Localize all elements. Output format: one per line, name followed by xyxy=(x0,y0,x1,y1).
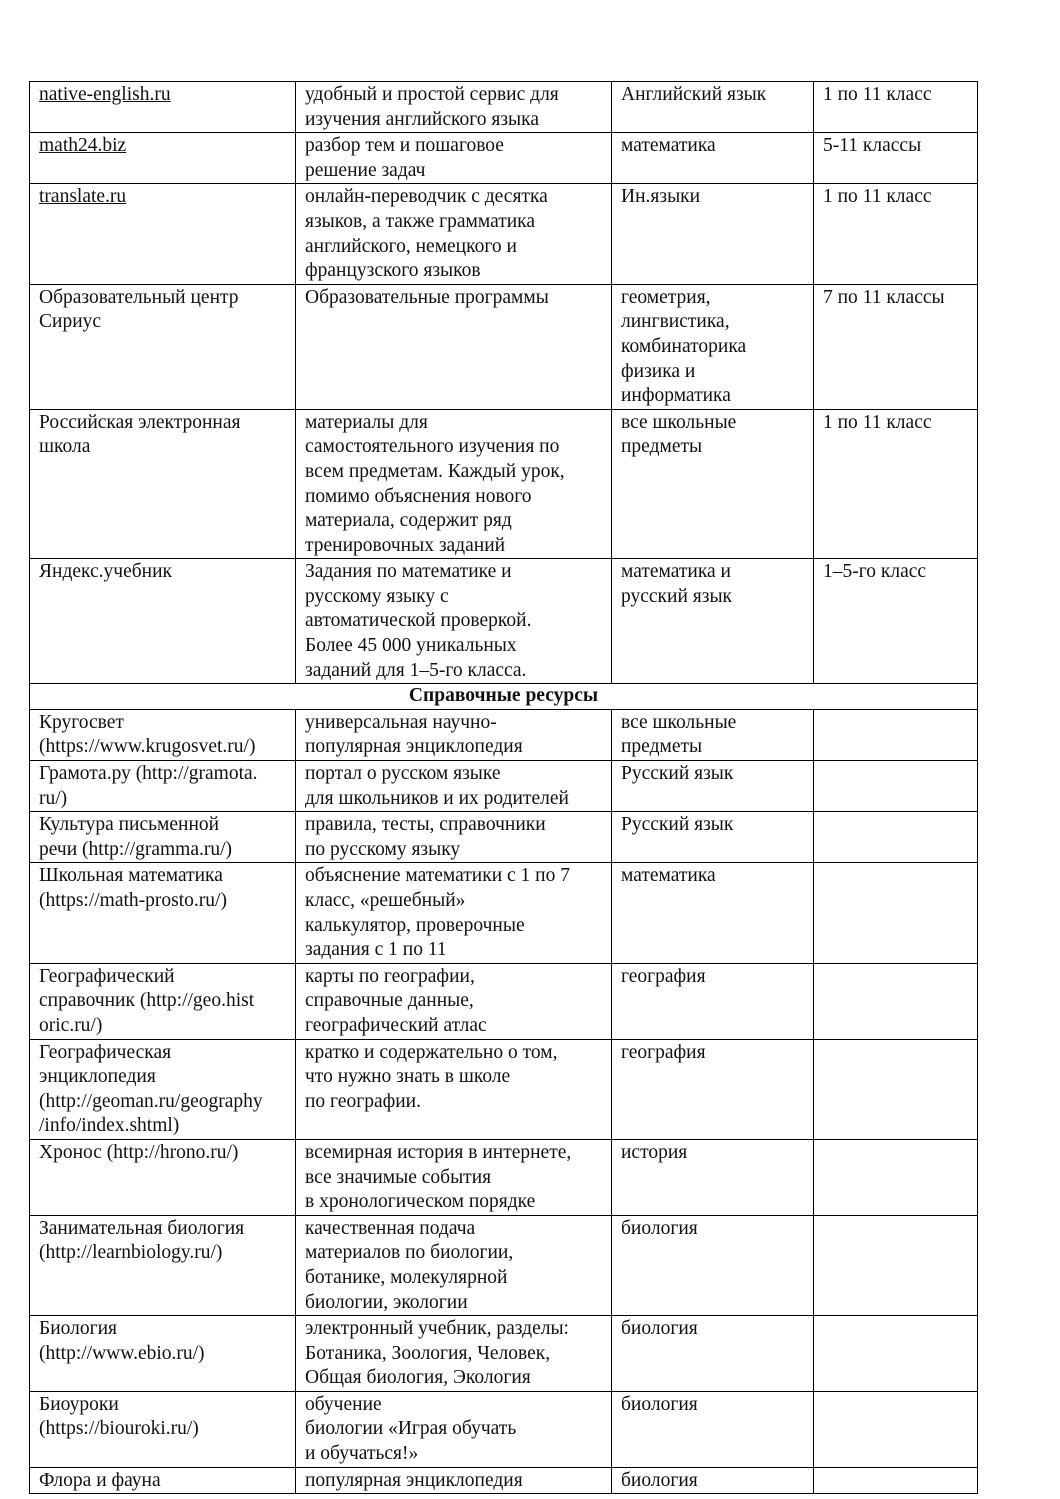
table-row xyxy=(30,82,978,133)
site-cell: Школьная математика (https://math-prosto.ru/) xyxy=(30,863,296,963)
description-cell: правила, тесты, справочники по русскому языку xyxy=(296,812,612,863)
grade-cell xyxy=(814,812,978,863)
description-cell: онлайн-переводчик с десятка языков, а также грамматика английского, немецкого и французского языков xyxy=(296,184,612,284)
grade-cell xyxy=(814,709,978,760)
description-cell: универсальная научно- популярная энциклопедия xyxy=(296,709,612,760)
site-cell: Кругосвет (https://www.krugosvet.ru/) xyxy=(30,709,296,760)
grade-cell xyxy=(814,1139,978,1215)
grade-cell xyxy=(814,863,978,963)
site-cell: Биология (http://www.ebio.ru/) xyxy=(30,1316,296,1392)
site-cell: Яндекс.учебник xyxy=(30,559,296,684)
table-row xyxy=(30,1316,978,1392)
grade-cell: 1 по 11 класс xyxy=(814,82,978,133)
site-link[interactable]: translate.ru xyxy=(39,186,127,208)
subject-cell: география xyxy=(612,963,814,1039)
site-link[interactable]: math24.biz xyxy=(39,135,127,157)
grade-cell xyxy=(814,1316,978,1392)
grade-cell xyxy=(814,963,978,1039)
table-row xyxy=(30,1391,978,1467)
subject-cell: все школьные предметы xyxy=(612,709,814,760)
description-cell: Задания по математике и русскому языку с автоматической проверкой. Более 45 000 уникальных заданий для 1–5-го класса. xyxy=(296,559,612,684)
site-cell: Биоуроки (https://biouroki.ru/) xyxy=(30,1391,296,1467)
grade-cell xyxy=(814,1467,978,1494)
site-cell: Российская электронная школа xyxy=(30,409,296,559)
site-cell: Географический справочник (http://geo.hist oric.ru/) xyxy=(30,963,296,1039)
subject-cell: математика xyxy=(612,133,814,184)
subject-cell: Английский язык xyxy=(612,82,814,133)
table-row xyxy=(30,709,978,760)
grade-cell xyxy=(814,1039,978,1139)
table-row xyxy=(30,761,978,812)
description-cell: разбор тем и пошаговое решение задач xyxy=(296,133,612,184)
table-row xyxy=(30,1039,978,1139)
site-cell[interactable] xyxy=(30,133,296,184)
document-page xyxy=(29,81,977,1494)
grade-cell: 5-11 классы xyxy=(814,133,978,184)
table-row xyxy=(30,963,978,1039)
table-row xyxy=(30,863,978,963)
site-cell: Культура письменной речи (http://gramma.ru/) xyxy=(30,812,296,863)
table-row xyxy=(30,284,978,409)
subject-cell: Ин.языки xyxy=(612,184,814,284)
site-cell[interactable] xyxy=(30,184,296,284)
section-row xyxy=(30,684,978,710)
description-cell: портал о русском языке для школьников и их родителей xyxy=(296,761,612,812)
description-cell: кратко и содержательно о том, что нужно знать в школе по географии. xyxy=(296,1039,612,1139)
subject-cell: математика и русский язык xyxy=(612,559,814,684)
subject-cell: геометрия, лингвистика, комбинаторика физика и информатика xyxy=(612,284,814,409)
description-cell: качественная подача материалов по биологии, ботанике, молекулярной биологии, экологии xyxy=(296,1215,612,1315)
site-cell: Флора и фауна xyxy=(30,1467,296,1494)
subject-cell: биология xyxy=(612,1467,814,1494)
description-cell: удобный и простой сервис для изучения английского языка xyxy=(296,82,612,133)
description-cell: объяснение математики с 1 по 7 класс, «решебный» калькулятор, проверочные задания с 1 по 11 xyxy=(296,863,612,963)
description-cell: Образовательные программы xyxy=(296,284,612,409)
grade-cell xyxy=(814,761,978,812)
section-title: Справочные ресурсы xyxy=(30,684,978,710)
description-cell: обучение биологии «Играя обучать и обучаться!» xyxy=(296,1391,612,1467)
grade-cell xyxy=(814,1215,978,1315)
subject-cell: Русский язык xyxy=(612,812,814,863)
grade-cell: 1 по 11 класс xyxy=(814,184,978,284)
table-row xyxy=(30,1467,978,1494)
subject-cell: биология xyxy=(612,1316,814,1392)
description-cell: карты по географии, справочные данные, географический атлас xyxy=(296,963,612,1039)
site-cell: Занимательная биология (http://learnbiology.ru/) xyxy=(30,1215,296,1315)
table-row xyxy=(30,559,978,684)
grade-cell: 1 по 11 класс xyxy=(814,409,978,559)
resources-table xyxy=(29,81,978,1494)
resources-table-body xyxy=(30,82,978,1494)
table-row xyxy=(30,133,978,184)
description-cell: электронный учебник, разделы: Ботаника, Зоология, Человек, Общая биология, Экология xyxy=(296,1316,612,1392)
grade-cell: 1–5-го класс xyxy=(814,559,978,684)
site-cell[interactable] xyxy=(30,82,296,133)
subject-cell: все школьные предметы xyxy=(612,409,814,559)
table-row xyxy=(30,409,978,559)
subject-cell: математика xyxy=(612,863,814,963)
table-row xyxy=(30,812,978,863)
table-row xyxy=(30,1215,978,1315)
site-cell: Географическая энциклопедия (http://geoman.ru/geography /info/index.shtml) xyxy=(30,1039,296,1139)
description-cell: всемирная история в интернете, все значимые события в хронологическом порядке xyxy=(296,1139,612,1215)
subject-cell: биология xyxy=(612,1215,814,1315)
site-cell: Хронос (http://hrono.ru/) xyxy=(30,1139,296,1215)
subject-cell: биология xyxy=(612,1391,814,1467)
subject-cell: история xyxy=(612,1139,814,1215)
grade-cell: 7 по 11 классы xyxy=(814,284,978,409)
grade-cell xyxy=(814,1391,978,1467)
site-cell: Грамота.ру (http://gramota. ru/) xyxy=(30,761,296,812)
site-cell: Образовательный центр Сириус xyxy=(30,284,296,409)
description-cell: популярная энциклопедия xyxy=(296,1467,612,1494)
subject-cell: Русский язык xyxy=(612,761,814,812)
table-row xyxy=(30,1139,978,1215)
site-link[interactable]: native-english.ru xyxy=(39,84,171,105)
description-cell: материалы для самостоятельного изучения по всем предметам. Каждый урок, помимо объяснения нового материала, содержит ряд тренировочных заданий xyxy=(296,409,612,559)
table-row xyxy=(30,184,978,284)
subject-cell: география xyxy=(612,1039,814,1139)
